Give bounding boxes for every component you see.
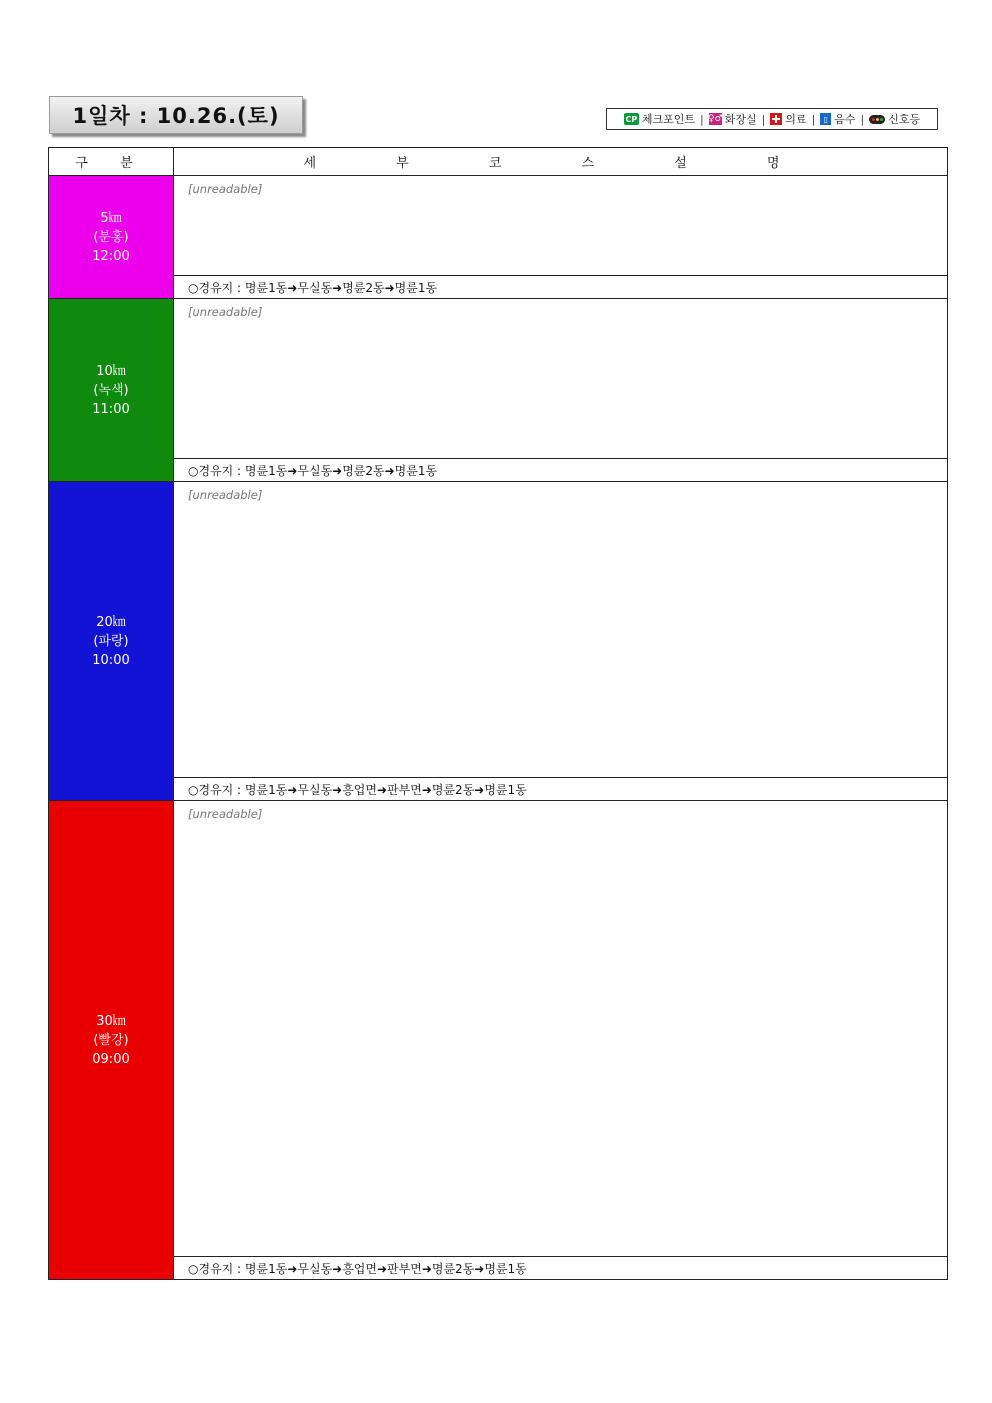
course-color-name: (빨강) [93, 1032, 129, 1048]
legend-box [606, 108, 938, 130]
course-category-5km [49, 176, 174, 299]
course-via-row-5km [49, 276, 948, 299]
course-row-10km [49, 299, 948, 459]
course-via-10km: ○경유지 : 명륜1동➜무실동➜명륜2동➜명륜1동 [174, 459, 948, 482]
course-via-row-20km [49, 778, 948, 801]
legend-divider: | [811, 112, 816, 126]
course-start-time: 10:00 [92, 652, 130, 668]
course-color-name: (녹색) [93, 382, 129, 398]
course-distance: 30㎞ [96, 1013, 126, 1029]
course-distance: 5㎞ [100, 210, 122, 226]
course-row-30km [49, 801, 948, 1257]
course-start-time: 09:00 [92, 1051, 130, 1067]
course-distance: 20㎞ [96, 614, 126, 630]
course-category-10km [49, 299, 174, 482]
course-via-20km: ○경유지 : 명륜1동➜무실동➜흥업면➜판부면➜명륜2동➜명륜1동 [174, 778, 948, 801]
course-via-row-10km [49, 459, 948, 482]
course-category-20km [49, 482, 174, 801]
course-row-20km [49, 482, 948, 778]
course-via-5km: ○경유지 : 명륜1동➜무실동➜명륜2동➜명륜1동 [174, 276, 948, 299]
legend-toilet-label: 화장실 [724, 113, 757, 126]
legend-signal [869, 111, 920, 127]
table-header-row [49, 148, 948, 176]
course-route-20km [174, 482, 948, 778]
legend-divider: | [699, 112, 704, 126]
course-route-30km [174, 801, 948, 1257]
course-row-5km [49, 176, 948, 276]
course-start-time: 12:00 [92, 248, 130, 264]
legend-medical-label: 의료 [785, 113, 807, 126]
course-distance: 10㎞ [96, 363, 126, 379]
header-category: 구 분 [49, 148, 174, 176]
route-text: [unreadable] [188, 807, 263, 821]
legend-divider: | [761, 112, 766, 126]
legend-water [820, 111, 855, 127]
day-title: 1일차 : 10.26.(토) [49, 96, 303, 134]
legend-checkpoint-label: 체크포인트 [641, 113, 695, 126]
route-text: [unreadable] [188, 182, 263, 196]
course-route-5km [174, 176, 948, 276]
medical-icon [770, 113, 782, 125]
course-category-30km [49, 801, 174, 1280]
legend-medical [770, 111, 806, 127]
legend-checkpoint [624, 111, 695, 127]
legend-water-label: 음수 [834, 113, 856, 126]
legend-signal-label: 신호등 [888, 113, 921, 126]
legend-divider: | [860, 112, 865, 126]
course-table [48, 147, 948, 1280]
course-color-name: (분홍) [93, 229, 129, 245]
traffic-signal-icon [869, 115, 885, 124]
water-icon: ▯ [820, 113, 831, 125]
route-text: [unreadable] [188, 305, 263, 319]
header-detail: 세 부 코 스 설 명 [174, 148, 948, 176]
route-text: [unreadable] [188, 488, 263, 502]
course-via-30km: ○경유지 : 명륜1동➜무실동➜흥업면➜판부면➜명륜2동➜명륜1동 [174, 1257, 948, 1280]
checkpoint-icon: CP [625, 114, 638, 124]
course-color-name: (파랑) [93, 633, 129, 649]
toilet-icon: ♀♂ [707, 114, 723, 124]
course-start-time: 11:00 [92, 401, 130, 417]
course-via-row-30km [49, 1257, 948, 1280]
legend-toilet [709, 111, 757, 127]
course-route-10km [174, 299, 948, 459]
